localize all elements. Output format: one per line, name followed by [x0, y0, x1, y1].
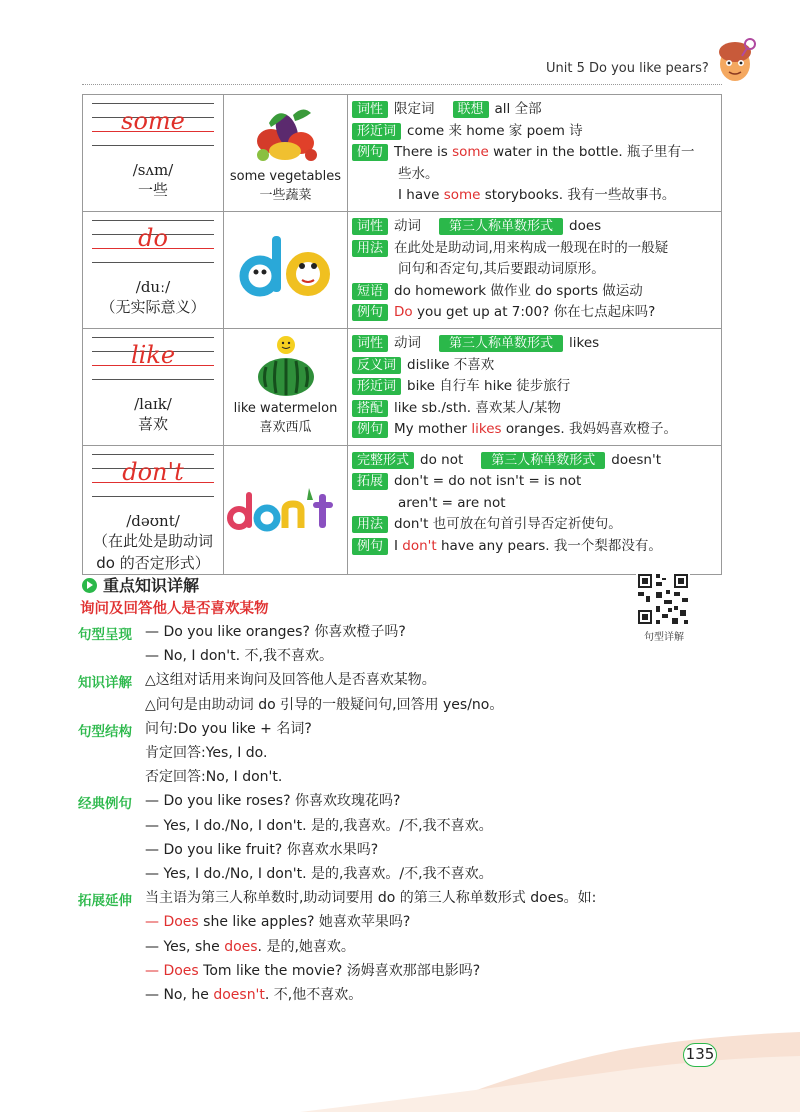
handwriting-lines: [92, 99, 214, 157]
label-tag: 形近词: [352, 378, 401, 395]
knowledge-line: [145, 864, 493, 884]
word-meaning: （在此处是助动词: [92, 531, 213, 550]
word-info: [348, 445, 722, 574]
label-tag: 第三人称单数形式: [439, 335, 563, 352]
vocab-table: [82, 94, 722, 575]
watermelon-icon: [251, 333, 321, 397]
phonetic: /sʌm/: [132, 161, 174, 179]
word-meaning: 一些: [137, 181, 168, 199]
handwriting-lines: [92, 450, 214, 508]
info-line: [352, 259, 719, 281]
word-info: [348, 95, 722, 212]
text-span: 否定回答:No, I don't.: [145, 769, 283, 785]
text-span: I: [394, 537, 403, 554]
text-span: 肯定回答:Yes, I do.: [145, 745, 268, 761]
word-meaning: 喜欢: [137, 415, 168, 433]
phonetic: /duː/: [135, 278, 171, 296]
info-line: [352, 493, 719, 515]
image-cell: [224, 445, 348, 574]
label-tag: 例句: [352, 144, 388, 161]
text-span: 些水。: [398, 165, 439, 182]
vocab-row-dont: [83, 445, 722, 574]
knowledge-line: [145, 816, 493, 836]
knowledge-line: [145, 888, 596, 908]
info-line: [352, 536, 719, 558]
knowledge-line: [145, 937, 355, 957]
text-span: — No, I don't. 不,我不喜欢。: [145, 648, 333, 664]
footer-wave: [0, 1010, 800, 1112]
text-span: oranges. 我妈妈喜欢橙子。: [501, 421, 677, 437]
image-cell: [224, 95, 348, 212]
info-line: [352, 281, 719, 303]
knowledge-tag: 知识详解: [78, 675, 132, 691]
knowledge-line: [145, 743, 267, 763]
text-span: water in the bottle. 瓶子里有一: [488, 144, 695, 160]
text-span: bike 自行车 hike 徒步旅行: [407, 378, 571, 394]
info-line: [352, 99, 719, 121]
word-info: [348, 329, 722, 446]
word-cell: [83, 445, 224, 574]
text-span: dislike 不喜欢: [407, 356, 495, 373]
image-caption-en: like watermelon: [233, 401, 338, 416]
vocab-word: some: [121, 107, 185, 135]
knowledge-line: [145, 985, 362, 1005]
label-tag: 用法: [352, 240, 388, 257]
info-line: [352, 164, 719, 186]
text-span: . 不,他不喜欢。: [264, 987, 363, 1003]
text-span: like sb./sth. 喜欢某人/某物: [394, 399, 561, 416]
image-caption-cn: 喜欢西瓜: [259, 420, 312, 435]
qr-code[interactable]: [636, 572, 690, 626]
phonetic: /laɪk/: [134, 395, 172, 413]
vocab-row-do: [83, 212, 722, 329]
text-span: 限定词: [394, 101, 435, 117]
highlight-text: —: [145, 914, 164, 930]
section-subtitle: 询问及回答他人是否喜欢某物: [80, 601, 269, 617]
dont-letters-icon: [227, 470, 345, 540]
word-meaning: （无实际意义）: [100, 298, 206, 316]
text-span: does: [569, 218, 602, 234]
text-span: come 来 home 家 poem 诗: [407, 122, 583, 139]
knowledge-line: [145, 695, 503, 715]
text-span: all 全部: [494, 101, 542, 117]
label-tag: 第三人称单数形式: [481, 452, 605, 469]
text-span: — No, he: [145, 987, 214, 1003]
header-divider: [82, 84, 722, 85]
info-line: [352, 238, 719, 260]
label-tag: 联想: [453, 101, 489, 118]
knowledge-tag: 句型呈现: [78, 627, 132, 643]
vegetables-icon: [241, 101, 331, 165]
word-cell: [83, 212, 224, 329]
highlight-text: does: [224, 939, 258, 955]
do-letters-icon: [236, 226, 336, 306]
info-line: [352, 216, 719, 238]
text-span: — Yes, I do./No, I don't. 是的,我喜欢。/不,我不喜欢。: [145, 866, 493, 882]
highlight-text: Do: [394, 304, 413, 320]
text-span: — Do you like roses? 你喜欢玫瑰花吗?: [145, 793, 401, 809]
section-title-text: 重点知识详解: [103, 576, 200, 595]
knowledge-line: [145, 719, 312, 739]
text-span: 动词: [394, 335, 422, 351]
text-span: likes: [569, 335, 600, 351]
info-line: [352, 185, 719, 207]
image-cell: [224, 329, 348, 446]
highlight-text: don't: [402, 537, 437, 554]
highlight-text: some: [443, 187, 481, 203]
knowledge-line: [145, 670, 436, 690]
label-tag: 词性: [352, 218, 388, 235]
text-span: 问句:Do you like + 名词?: [145, 721, 312, 737]
highlight-text: doesn't: [213, 987, 265, 1003]
info-line: [352, 302, 719, 324]
info-line: [352, 398, 719, 420]
knowledge-tag: 拓展延伸: [78, 893, 132, 909]
text-span: I have: [398, 187, 444, 203]
text-span: — Do you like fruit? 你喜欢水果吗?: [145, 842, 379, 858]
text-span: you get up at 7:00? 你在七点起床吗?: [412, 304, 656, 320]
text-span: do not: [420, 451, 464, 468]
label-tag: 完整形式: [352, 452, 414, 469]
knowledge-line: [145, 840, 378, 860]
text-span: she like apples? 她喜欢苹果吗?: [198, 914, 411, 930]
text-span: Tom like the movie? 汤姆喜欢那部电影吗?: [198, 963, 481, 979]
page-number: 135: [683, 1043, 717, 1067]
knowledge-tag: 经典例句: [78, 796, 132, 812]
text-span: doesn't: [611, 451, 661, 468]
text-span: don't = do not isn't = is not: [394, 473, 582, 489]
text-span: △问句是由助动词 do 引导的一般疑问句,回答用 yes/no。: [145, 697, 504, 713]
text-span: storybooks. 我有一些故事书。: [480, 187, 676, 203]
vocab-word: do: [138, 224, 168, 252]
highlight-text: —: [145, 963, 164, 979]
text-span: 问句和否定句,其后要跟动词原形。: [398, 261, 605, 277]
text-span: . 是的,她喜欢。: [257, 939, 355, 955]
label-tag: 形近词: [352, 123, 401, 140]
text-span: do homework 做作业 do sports 做运动: [394, 282, 643, 299]
text-span: My mother: [394, 421, 472, 437]
label-tag: 搭配: [352, 400, 388, 417]
knowledge-line: [145, 961, 480, 981]
vocab-word: like: [130, 341, 176, 369]
unit-title: Unit 5 Do you like pears?: [546, 61, 709, 76]
image-caption-cn: 一些蔬菜: [259, 188, 312, 203]
text-span: 在此处是助动词,用来构成一般现在时的一般疑: [394, 239, 669, 256]
label-tag: 例句: [352, 538, 388, 555]
text-span: △这组对话用来询问及回答他人是否喜欢某物。: [145, 672, 436, 688]
knowledge-line: [145, 767, 282, 787]
play-icon: [82, 578, 97, 593]
phonetic: /dəʊnt/: [126, 511, 180, 530]
label-tag: 反义词: [352, 357, 401, 374]
knowledge-tag: 句型结构: [78, 724, 132, 740]
text-span: don't 也可放在句首引导否定祈使句。: [394, 516, 622, 532]
text-span: 当主语为第三人称单数时,助动词要用 do 的第三人称单数形式 does。如:: [145, 890, 597, 906]
text-span: — Do you like oranges? 你喜欢橙子吗?: [145, 624, 406, 640]
vocab-word: don't: [122, 457, 184, 486]
highlight-text: Does: [163, 963, 199, 979]
info-line: [352, 376, 719, 398]
highlight-text: Does: [163, 914, 199, 930]
text-span: 动词: [394, 218, 422, 234]
label-tag: 例句: [352, 421, 388, 438]
info-line: [352, 514, 719, 536]
label-tag: 词性: [352, 335, 388, 352]
label-tag: 第三人称单数形式: [439, 218, 563, 235]
image-caption-en: some vegetables: [229, 169, 342, 184]
knowledge-line: [145, 791, 400, 811]
page-header: [0, 0, 800, 95]
label-tag: 词性: [352, 101, 388, 118]
qr-caption: 句型详解: [644, 632, 684, 643]
word-info: [348, 212, 722, 329]
handwriting-lines: [92, 216, 214, 274]
info-line: [352, 142, 719, 164]
label-tag: 拓展: [352, 473, 388, 490]
info-line: [352, 355, 719, 377]
section-title: [82, 573, 199, 596]
knowledge-line: [145, 646, 333, 666]
mascot-icon: [712, 30, 758, 90]
info-line: [352, 471, 719, 493]
word-cell: [83, 329, 224, 446]
image-cell: [224, 212, 348, 329]
text-span: aren't = are not: [398, 494, 506, 511]
word-cell: [83, 95, 224, 212]
knowledge-line: [145, 912, 410, 932]
word-meaning-2: do 的否定形式）: [96, 553, 210, 572]
vocab-row-some: [83, 95, 722, 212]
text-span: — Yes, she: [145, 939, 225, 955]
vocab-row-like: [83, 329, 722, 446]
info-line: [352, 333, 719, 355]
info-line: [352, 121, 719, 143]
highlight-text: likes: [471, 421, 502, 437]
label-tag: 例句: [352, 304, 388, 321]
highlight-text: some: [452, 144, 489, 160]
text-span: have any pears. 我一个梨都没有。: [436, 537, 662, 554]
handwriting-lines: [92, 333, 214, 391]
label-tag: 用法: [352, 516, 388, 533]
text-span: There is: [394, 144, 453, 160]
text-span: — Yes, I do./No, I don't. 是的,我喜欢。/不,我不喜欢。: [145, 818, 493, 834]
info-line: [352, 450, 719, 472]
label-tag: 短语: [352, 283, 388, 300]
knowledge-line: [145, 622, 406, 642]
info-line: [352, 419, 719, 441]
